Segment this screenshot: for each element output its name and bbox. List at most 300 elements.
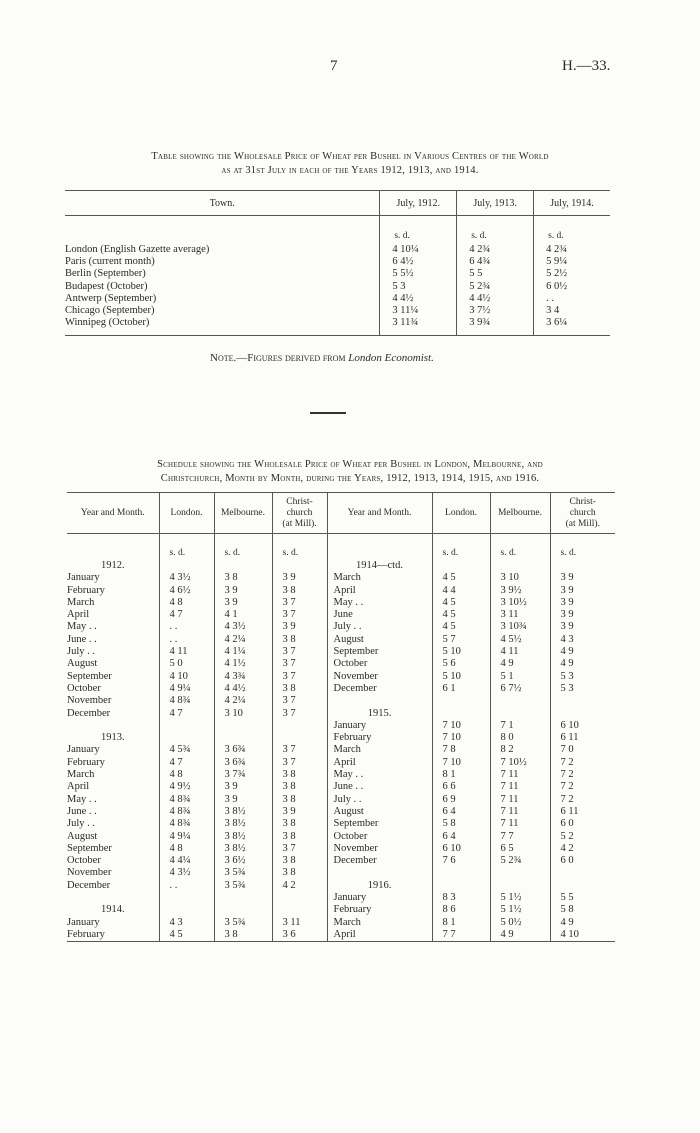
- christchurch-price-cell: 3 7: [272, 757, 327, 769]
- melbourne-price-cell: 3 10¾: [490, 621, 550, 633]
- col-header-melbourne-right: Melbourne.: [490, 493, 550, 534]
- year-month-cell: [67, 892, 159, 904]
- year-month-cell: July . .: [327, 621, 432, 633]
- table-row: [67, 929, 615, 942]
- melbourne-price-cell: 3 10½: [490, 597, 550, 609]
- melbourne-price-cell: 3 7¾: [214, 769, 272, 781]
- table-row: [67, 769, 615, 781]
- col-header-1912: July, 1912.: [380, 191, 457, 216]
- year-month-cell: June . .: [327, 781, 432, 793]
- london-price-cell: 4 8: [159, 843, 214, 855]
- christchurch-price-cell: 6 0: [550, 855, 615, 867]
- year-month-cell: 1915.: [327, 708, 432, 720]
- melbourne-price-cell: [214, 904, 272, 916]
- year-month-cell: March: [327, 572, 432, 584]
- christchurch-price-cell: 3 8: [272, 683, 327, 695]
- units-cell: s. d.: [159, 534, 214, 561]
- melbourne-price-cell: 4 3¾: [214, 671, 272, 683]
- table-row: [67, 855, 615, 867]
- wheat-price-centres-table: [65, 190, 610, 336]
- melbourne-price-cell: 7 11: [490, 794, 550, 806]
- melbourne-price-cell: [490, 708, 550, 720]
- london-price-cell: 6 6: [432, 781, 490, 793]
- col-header-year-month-left: Year and Month.: [80, 507, 145, 518]
- year-month-cell: August: [327, 806, 432, 818]
- london-price-cell: [159, 904, 214, 916]
- christchurch-price-cell: 3 7: [272, 646, 327, 658]
- christchurch-price-cell: 3 9: [550, 585, 615, 597]
- christchurch-price-cell: 3 8: [272, 794, 327, 806]
- london-price-cell: [159, 720, 214, 732]
- london-price-cell: 4 9¼: [159, 831, 214, 843]
- table-row: [67, 843, 615, 855]
- christchurch-price-cell: 3 6: [272, 929, 327, 942]
- christchurch-price-cell: 3 7: [272, 744, 327, 756]
- christchurch-price-cell: [272, 560, 327, 572]
- table1-caption-line1: Table showing the Wholesale Price of Wheat per Bushel in Various Centres of the World: [151, 151, 549, 162]
- table-row: [67, 880, 615, 892]
- melbourne-price-cell: 3 10: [214, 708, 272, 720]
- table-row: [67, 781, 615, 793]
- christchurch-price-cell: 7 2: [550, 769, 615, 781]
- melbourne-price-cell: 3 8½: [214, 843, 272, 855]
- melbourne-price-cell: 4 11: [490, 646, 550, 658]
- melbourne-price-cell: 4 4½: [214, 683, 272, 695]
- year-month-cell: November: [67, 867, 112, 879]
- year-month-cell: February: [327, 732, 432, 744]
- col-header-melbourne-left: Melbourne.: [214, 493, 272, 534]
- melbourne-price-cell: 3 8: [214, 929, 272, 942]
- london-price-cell: 4 3: [159, 917, 214, 929]
- town-cell: London (English Gazette average): [65, 244, 210, 255]
- christchurch-price-cell: 3 9: [272, 572, 327, 584]
- table-row: [67, 621, 615, 633]
- london-price-cell: 4 3½: [159, 867, 214, 879]
- christchurch-price-cell: 7 2: [550, 757, 615, 769]
- london-price-cell: 6 10: [432, 843, 490, 855]
- london-price-cell: 4 7: [159, 757, 214, 769]
- christchurch-price-cell: 7 2: [550, 781, 615, 793]
- town-cell: Berlin (September): [65, 268, 146, 280]
- london-price-cell: 4 11: [159, 646, 214, 658]
- melbourne-price-cell: 4 2¼: [214, 634, 272, 646]
- melbourne-price-cell: 5 1½: [490, 892, 550, 904]
- christchurch-price-cell: 3 9: [550, 572, 615, 584]
- year-month-cell: June . .: [67, 805, 97, 817]
- christchurch-price-cell: 7 0: [550, 744, 615, 756]
- london-price-cell: 5 10: [432, 646, 490, 658]
- london-price-cell: 7 10: [432, 720, 490, 732]
- town-cell: Paris (current month): [65, 256, 155, 268]
- christchurch-price-cell: 4 2: [550, 843, 615, 855]
- london-price-cell: 7 10: [432, 757, 490, 769]
- london-price-cell: 4 5: [432, 609, 490, 621]
- year-month-cell: January: [67, 572, 100, 584]
- christchurch-price-cell: 5 5: [550, 892, 615, 904]
- year-month-cell: May . .: [67, 793, 97, 805]
- year-month-cell: September: [67, 670, 112, 682]
- london-price-cell: 4 10: [159, 671, 214, 683]
- christchurch-price-cell: 6 11: [550, 732, 615, 744]
- london-price-cell: 6 4: [432, 831, 490, 843]
- christchurch-price-cell: 3 7: [272, 597, 327, 609]
- page-number: 7: [330, 58, 338, 74]
- christchurch-price-cell: 3 8: [272, 818, 327, 830]
- year-month-cell: May . .: [327, 597, 432, 609]
- london-price-cell: 7 10: [432, 732, 490, 744]
- price-cell: 5 2½: [534, 268, 610, 280]
- document-reference: H.—33.: [562, 58, 611, 74]
- christchurch-price-cell: [272, 892, 327, 904]
- christchurch-price-cell: [550, 708, 615, 720]
- london-price-cell: [432, 560, 490, 572]
- christchurch-price-cell: 3 9: [550, 621, 615, 633]
- london-price-cell: 4 5: [432, 621, 490, 633]
- year-month-cell: December: [327, 855, 432, 867]
- table-row: [67, 597, 615, 609]
- london-price-cell: 6 4: [432, 806, 490, 818]
- london-price-cell: 4 7: [159, 609, 214, 621]
- christchurch-price-cell: 6 0: [550, 818, 615, 830]
- melbourne-price-cell: 8 0: [490, 732, 550, 744]
- year-month-cell: November: [327, 843, 432, 855]
- col-header-1913: July, 1913.: [457, 191, 534, 216]
- units-cell: s. d.: [272, 534, 327, 561]
- melbourne-price-cell: 5 0½: [490, 917, 550, 929]
- melbourne-price-cell: 4 9: [490, 929, 550, 942]
- melbourne-price-cell: [214, 732, 272, 744]
- table-row: [65, 305, 610, 317]
- town-cell: Antwerp (September): [65, 292, 157, 304]
- melbourne-price-cell: 4 2¼: [214, 695, 272, 707]
- price-cell: 5 3: [380, 281, 457, 293]
- col-header-year-month-right: Year and Month.: [327, 493, 432, 534]
- london-price-cell: [159, 892, 214, 904]
- melbourne-price-cell: 4 9: [490, 658, 550, 670]
- table2-header-row: [67, 493, 615, 534]
- year-month-cell: June . .: [67, 633, 97, 645]
- melbourne-price-cell: 4 3½: [214, 621, 272, 633]
- melbourne-price-cell: 3 9: [214, 597, 272, 609]
- london-price-cell: 4 7: [159, 708, 214, 720]
- table-row: [67, 560, 615, 572]
- col-header-christchurch-right: Christ- church (at Mill).: [550, 493, 615, 534]
- table-row: [67, 585, 615, 597]
- units-cell: s. d.: [214, 534, 272, 561]
- melbourne-price-cell: 3 8½: [214, 806, 272, 818]
- year-month-cell: November: [327, 671, 432, 683]
- london-price-cell: 4 3½: [159, 572, 214, 584]
- table-row: [67, 831, 615, 843]
- col-header-1914: July, 1914.: [534, 191, 610, 216]
- year-month-cell: August: [67, 658, 98, 670]
- year-month-cell: April: [327, 929, 432, 942]
- london-price-cell: 4 8¾: [159, 806, 214, 818]
- year-month-cell: September: [327, 818, 432, 830]
- year-month-cell: January: [67, 744, 100, 756]
- table-row: [65, 281, 610, 293]
- table2-caption-line1: Schedule showing the Wholesale Price of Wheat per Bushel in London, Melbourne, and: [157, 459, 543, 470]
- price-cell: . .: [534, 293, 610, 305]
- christchurch-price-cell: 3 9: [550, 597, 615, 609]
- year-month-cell: August: [67, 830, 98, 842]
- note-source: London Economist.: [348, 352, 434, 364]
- price-cell: 4 4½: [457, 293, 534, 305]
- christchurch-price-cell: 3 8: [272, 855, 327, 867]
- melbourne-price-cell: [490, 880, 550, 892]
- table-row: [67, 732, 615, 744]
- year-month-cell: September: [67, 842, 112, 854]
- year-month-cell: January: [67, 916, 100, 928]
- year-month-cell: March: [327, 917, 432, 929]
- melbourne-price-cell: 7 11: [490, 806, 550, 818]
- melbourne-price-cell: 7 11: [490, 769, 550, 781]
- melbourne-price-cell: [214, 892, 272, 904]
- melbourne-price-cell: 3 10: [490, 572, 550, 584]
- table-row: [65, 244, 610, 256]
- year-month-cell: December: [327, 683, 432, 695]
- year-month-cell: April: [67, 609, 90, 621]
- year-month-cell: February: [327, 904, 432, 916]
- table-row: [67, 609, 615, 621]
- table-row: [67, 794, 615, 806]
- col-header-london-right: London.: [432, 493, 490, 534]
- melbourne-price-cell: 6 7½: [490, 683, 550, 695]
- christchurch-price-cell: 6 10: [550, 720, 615, 732]
- christchurch-price-cell: 3 9: [272, 621, 327, 633]
- melbourne-price-cell: 4 1½: [214, 658, 272, 670]
- christchurch-price-cell: [272, 720, 327, 732]
- table-row: [67, 671, 615, 683]
- table1-body: [65, 216, 610, 336]
- melbourne-price-cell: 3 5¾: [214, 880, 272, 892]
- melbourne-price-cell: 6 5: [490, 843, 550, 855]
- col-header-london-left: London.: [159, 493, 214, 534]
- melbourne-price-cell: 4 5½: [490, 634, 550, 646]
- london-price-cell: 5 6: [432, 658, 490, 670]
- year-month-cell: February: [67, 928, 105, 940]
- christchurch-price-cell: 3 11: [272, 917, 327, 929]
- price-cell: 3 7½: [457, 305, 534, 317]
- london-price-cell: 8 1: [432, 769, 490, 781]
- christchurch-price-cell: 6 11: [550, 806, 615, 818]
- melbourne-price-cell: 3 11: [490, 609, 550, 621]
- price-cell: 3 4: [534, 305, 610, 317]
- melbourne-price-cell: 7 10½: [490, 757, 550, 769]
- christchurch-price-cell: [272, 904, 327, 916]
- melbourne-price-cell: 3 6¾: [214, 757, 272, 769]
- year-month-cell: July . .: [67, 646, 96, 658]
- year-month-cell: October: [327, 658, 432, 670]
- london-price-cell: 4 5¾: [159, 744, 214, 756]
- col-header-christchurch-left: Christ- church (at Mill).: [272, 493, 327, 534]
- melbourne-price-cell: 3 8½: [214, 831, 272, 843]
- table-row: [65, 317, 610, 336]
- table1-caption-line2: as at 31st July in each of the Years 1912, 1913, and 1914.: [221, 165, 479, 176]
- table1-note: [210, 352, 434, 364]
- price-cell: 5 5½: [380, 268, 457, 280]
- table2-caption-line2: Christchurch, Month by Month, during the Years, 1912, 1913, 1914, 1915, and 1916.: [160, 473, 540, 484]
- table-row: [67, 867, 615, 879]
- melbourne-price-cell: [214, 720, 272, 732]
- christchurch-price-cell: [550, 695, 615, 707]
- price-cell: 4 4½: [380, 293, 457, 305]
- year-month-cell: 1913.: [100, 732, 125, 744]
- price-cell: 3 9¾: [457, 317, 534, 336]
- table-row: [67, 806, 615, 818]
- year-month-cell: July . .: [327, 794, 432, 806]
- london-price-cell: 4 8¾: [159, 794, 214, 806]
- london-price-cell: 4 4: [432, 585, 490, 597]
- christchurch-price-cell: 4 10: [550, 929, 615, 942]
- price-cell: 3 11¾: [380, 317, 457, 336]
- london-price-cell: 4 9¼: [159, 683, 214, 695]
- price-cell: 4 10¼: [380, 244, 457, 256]
- year-month-cell: August: [327, 634, 432, 646]
- christchurch-price-cell: 4 9: [550, 646, 615, 658]
- melbourne-price-cell: 3 6¾: [214, 744, 272, 756]
- melbourne-price-cell: 3 8½: [214, 818, 272, 830]
- units-cell: s. d.: [550, 534, 615, 561]
- year-month-cell: February: [67, 756, 105, 768]
- price-cell: 5 5: [457, 268, 534, 280]
- table1-header-row: [65, 191, 610, 216]
- london-price-cell: 5 0: [159, 658, 214, 670]
- melbourne-price-cell: 3 5¾: [214, 867, 272, 879]
- year-month-cell: 1914—ctd.: [327, 560, 432, 572]
- year-month-cell: December: [67, 707, 111, 719]
- table-row: [67, 892, 615, 904]
- london-price-cell: 5 8: [432, 818, 490, 830]
- units-1914: s. d.: [534, 216, 610, 245]
- melbourne-price-cell: [214, 560, 272, 572]
- london-price-cell: [159, 560, 214, 572]
- year-month-cell: October: [327, 831, 432, 843]
- year-month-cell: January: [327, 892, 432, 904]
- year-month-cell: 1914.: [100, 904, 125, 916]
- price-cell: 6 0½: [534, 281, 610, 293]
- melbourne-price-cell: [490, 867, 550, 879]
- london-price-cell: 5 10: [432, 671, 490, 683]
- london-price-cell: 4 5: [159, 929, 214, 942]
- price-cell: 6 4¾: [457, 256, 534, 268]
- christchurch-price-cell: 3 8: [272, 634, 327, 646]
- london-price-cell: 4 6½: [159, 585, 214, 597]
- christchurch-price-cell: 4 2: [272, 880, 327, 892]
- units-cell: s. d.: [490, 534, 550, 561]
- year-month-cell: April: [67, 781, 90, 793]
- london-price-cell: [432, 867, 490, 879]
- melbourne-price-cell: 5 2¾: [490, 855, 550, 867]
- melbourne-price-cell: 5 1: [490, 671, 550, 683]
- table-row: [65, 268, 610, 280]
- melbourne-price-cell: 5 1½: [490, 904, 550, 916]
- table-row: [67, 917, 615, 929]
- christchurch-price-cell: 3 7: [272, 695, 327, 707]
- year-month-cell: [327, 867, 432, 879]
- london-price-cell: [159, 732, 214, 744]
- christchurch-price-cell: 3 7: [272, 658, 327, 670]
- table2-caption: [40, 458, 660, 486]
- melbourne-price-cell: 3 6½: [214, 855, 272, 867]
- col-header-town: Town.: [209, 197, 235, 209]
- table-row: [65, 293, 610, 305]
- table-row: [65, 256, 610, 268]
- london-price-cell: 4 8¾: [159, 818, 214, 830]
- christchurch-price-cell: 3 8: [272, 781, 327, 793]
- melbourne-price-cell: 4 1¼: [214, 646, 272, 658]
- year-month-cell: September: [327, 646, 432, 658]
- london-price-cell: . .: [159, 621, 214, 633]
- christchurch-price-cell: 3 7: [272, 609, 327, 621]
- london-price-cell: [432, 708, 490, 720]
- table-row: [67, 818, 615, 830]
- christchurch-price-cell: 5 8: [550, 904, 615, 916]
- table-row: [67, 634, 615, 646]
- price-cell: 3 11¼: [380, 305, 457, 317]
- melbourne-price-cell: 3 9: [214, 794, 272, 806]
- london-price-cell: 4 8¾: [159, 695, 214, 707]
- london-price-cell: 7 6: [432, 855, 490, 867]
- year-month-cell: 1912.: [100, 560, 125, 571]
- christchurch-price-cell: 3 7: [272, 843, 327, 855]
- london-price-cell: . .: [159, 880, 214, 892]
- christchurch-price-cell: 3 7: [272, 671, 327, 683]
- units-1912: s. d.: [380, 216, 457, 245]
- year-month-cell: April: [327, 757, 432, 769]
- melbourne-price-cell: 3 9: [214, 781, 272, 793]
- year-month-cell: March: [327, 744, 432, 756]
- christchurch-price-cell: 4 3: [550, 634, 615, 646]
- table-row: [67, 658, 615, 670]
- christchurch-price-cell: [550, 560, 615, 572]
- year-month-cell: May . .: [67, 621, 97, 633]
- town-cell: Budapest (October): [65, 280, 148, 292]
- melbourne-price-cell: 3 9½: [490, 585, 550, 597]
- christchurch-price-cell: 5 3: [550, 683, 615, 695]
- note-prefix: Note.—Figures derived from: [210, 352, 349, 364]
- table-row: [67, 572, 615, 584]
- london-price-cell: . .: [159, 634, 214, 646]
- year-month-cell: March: [67, 769, 95, 781]
- london-price-cell: 4 5: [432, 572, 490, 584]
- london-price-cell: [432, 695, 490, 707]
- christchurch-price-cell: [550, 867, 615, 879]
- section-divider: [310, 412, 346, 414]
- london-price-cell: 6 9: [432, 794, 490, 806]
- melbourne-price-cell: 8 2: [490, 744, 550, 756]
- table-row: [67, 757, 615, 769]
- christchurch-price-cell: 7 2: [550, 794, 615, 806]
- london-price-cell: 7 8: [432, 744, 490, 756]
- melbourne-price-cell: 3 5¾: [214, 917, 272, 929]
- melbourne-price-cell: 7 7: [490, 831, 550, 843]
- christchurch-price-cell: [550, 880, 615, 892]
- table1-units-row: [65, 216, 610, 245]
- town-cell: Chicago (September): [65, 305, 155, 317]
- units-cell: s. d.: [432, 534, 490, 561]
- year-month-cell: [327, 695, 432, 707]
- year-month-cell: January: [327, 720, 432, 732]
- christchurch-price-cell: 4 9: [550, 658, 615, 670]
- london-price-cell: 8 1: [432, 917, 490, 929]
- london-price-cell: 4 4¼: [159, 855, 214, 867]
- table-row: [67, 683, 615, 695]
- london-price-cell: [432, 880, 490, 892]
- price-cell: 5 2¾: [457, 281, 534, 293]
- london-price-cell: 4 8: [159, 597, 214, 609]
- table2-units-row: [67, 534, 615, 561]
